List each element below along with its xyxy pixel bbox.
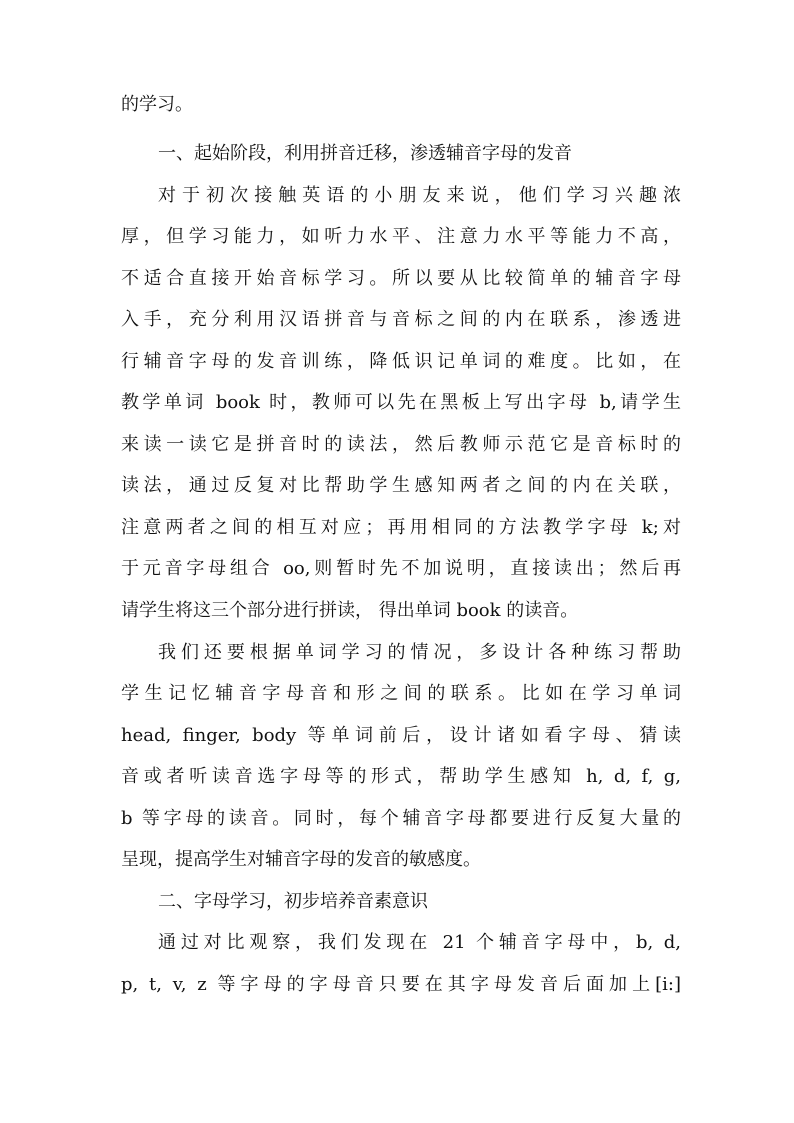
- text-line: 通过对比观察，我们发现在 21 个辅音字母中，b, d,: [158, 932, 681, 953]
- text-line: 来读一读它是拼音时的读法，然后教师示范它是音标时的: [121, 434, 681, 455]
- section-heading-2: 二、字母学习，初步培养音素意识: [158, 891, 428, 912]
- text-line: b 等字母的读音。同时，每个辅音字母都要进行反复大量的: [121, 808, 681, 829]
- text-line: 的学习。: [121, 94, 193, 115]
- text-line: p, t, v, z 等字母的字母音只要在其字母发音后面加上[i:]: [121, 974, 681, 995]
- text-line: 教学单词 book 时，教师可以先在黑板上写出字母 b,请学生: [121, 392, 681, 413]
- text-line: 对于初次接触英语的小朋友来说，他们学习兴趣浓: [158, 185, 681, 206]
- text-line: 读法，通过反复对比帮助学生感知两者之间的内在关联，: [121, 475, 681, 496]
- text-line: 厚，但学习能力，如听力水平、注意力水平等能力不高，: [121, 226, 681, 247]
- text-line: 入手，充分利用汉语拼音与音标之间的内在联系，渗透进: [121, 309, 681, 330]
- section-heading-1: 一、起始阶段，利用拼音迁移，渗透辅音字母的发音: [158, 143, 572, 164]
- text-line: 请学生将这三个部分进行拼读， 得出单词 book 的读音。: [121, 600, 579, 621]
- text-line: 我们还要根据单词学习的情况，多设计各种练习帮助: [158, 642, 681, 663]
- text-line: 学生记忆辅音字母音和形之间的联系。比如在学习单词: [121, 683, 681, 704]
- text-line: 呈现，提高学生对辅音字母的发音的敏感度。: [121, 849, 481, 870]
- text-line: 行辅音字母的发音训练，降低识记单词的难度。比如，在: [121, 351, 681, 372]
- text-line: 不适合直接开始音标学习。所以要从比较简单的辅音字母: [121, 268, 681, 289]
- text-line: 于元音字母组合 oo,则暂时先不加说明，直接读出；然后再: [121, 558, 681, 579]
- text-line: 注意两者之间的相互对应；再用相同的方法教学字母 k;对: [121, 517, 681, 538]
- text-line: head, finger, body 等单词前后，设计诸如看字母、猜读: [121, 725, 681, 746]
- text-line: 音或者听读音选字母等的形式，帮助学生感知 h, d, f, g,: [121, 766, 681, 787]
